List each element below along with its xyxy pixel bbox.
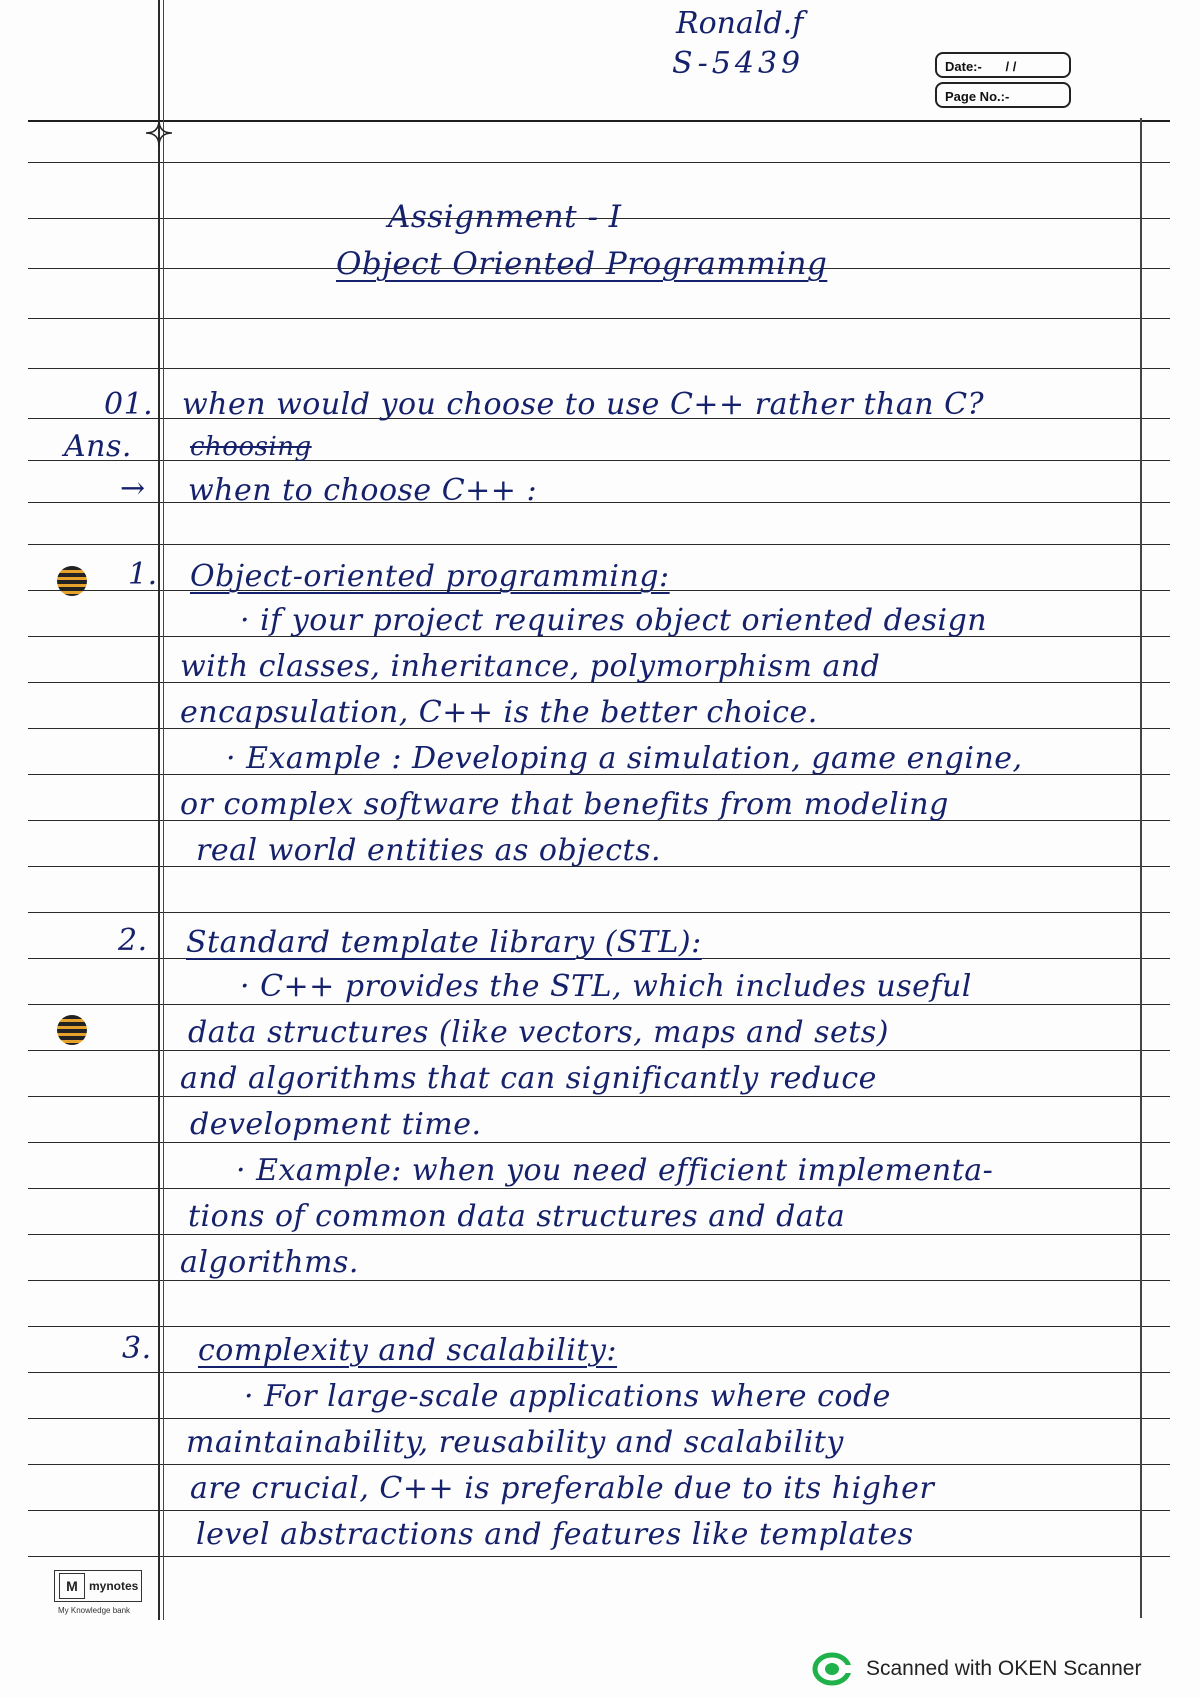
date-box xyxy=(935,52,1071,78)
text-line: and algorithms that can significantly reduce xyxy=(180,1061,877,1096)
text-line: development time. xyxy=(190,1107,482,1142)
ruled-line xyxy=(28,544,1170,545)
text-line: level abstractions and features like templates xyxy=(196,1517,914,1552)
text-line: data structures (like vectors, maps and sets) xyxy=(188,1015,889,1050)
top-rule xyxy=(28,120,1170,122)
margin-line xyxy=(158,0,160,1620)
text-line: encapsulation, C++ is the better choice. xyxy=(180,695,818,730)
ruled-line xyxy=(28,1510,1170,1511)
section-heading: Standard template library (STL): xyxy=(186,925,702,960)
text-line: tions of common data structures and data xyxy=(188,1199,846,1234)
section-heading: Object-oriented programming: xyxy=(190,559,670,594)
student-code: S-5439 xyxy=(672,46,805,81)
page-no-box xyxy=(935,82,1071,108)
ruled-line xyxy=(28,1418,1170,1419)
struck-word: choosing xyxy=(190,432,312,462)
ruled-line xyxy=(28,1556,1170,1557)
text-line: real world entities as objects. xyxy=(196,833,662,868)
text-line: · Example : Developing a simulation, game engine, xyxy=(226,741,1023,776)
page-no-label: Page No.:- xyxy=(945,89,1010,104)
ruled-line xyxy=(28,162,1170,163)
arrow-icon: → xyxy=(120,471,146,506)
text-line: or complex software that benefits from modeling xyxy=(180,787,949,822)
student-name: Ronald.f xyxy=(676,6,804,41)
ruled-line xyxy=(28,368,1170,369)
date-label: Date:- xyxy=(945,59,982,74)
ruled-line xyxy=(28,1280,1170,1281)
text-line: · if your project requires object oriented design xyxy=(240,603,988,638)
ruled-line xyxy=(28,1142,1170,1143)
mynotes-logo xyxy=(54,1570,142,1602)
logo-mark-icon: M xyxy=(59,1573,85,1599)
section-number: 1. xyxy=(128,557,158,592)
ruled-line xyxy=(28,1464,1170,1465)
logo-tagline: My Knowledge bank xyxy=(58,1606,131,1615)
subject-title: Object Oriented Programming xyxy=(336,246,828,282)
binder-hole-icon xyxy=(57,566,87,596)
ruled-line xyxy=(28,1372,1170,1373)
text-line: · C++ provides the STL, which includes useful xyxy=(240,969,972,1004)
scanner-text: Scanned with OKEN Scanner xyxy=(866,1657,1142,1680)
ruled-line xyxy=(28,1234,1170,1235)
margin-line-inner xyxy=(163,0,164,1620)
question-text: when would you choose to use C++ rather than C? xyxy=(182,387,985,422)
date-value: / / xyxy=(1005,59,1017,74)
scanner-watermark xyxy=(812,1652,1141,1686)
text-line: · For large-scale applications where code xyxy=(244,1379,891,1414)
ruled-line xyxy=(28,912,1170,913)
section-number: 3. xyxy=(122,1331,152,1366)
scanner-logo-icon xyxy=(812,1652,852,1686)
ruled-line xyxy=(28,318,1170,319)
section-heading: complexity and scalability: xyxy=(198,1333,618,1368)
text-line: with classes, inheritance, polymorphism and xyxy=(180,649,881,684)
question-number: 01. xyxy=(104,387,154,422)
ruled-line xyxy=(28,1096,1170,1097)
ruled-line xyxy=(28,1004,1170,1005)
answer-intro: when to choose C++ : xyxy=(188,473,538,508)
ruled-line xyxy=(28,1188,1170,1189)
text-line: are crucial, C++ is preferable due to its higher xyxy=(190,1471,935,1506)
logo-text: mynotes xyxy=(89,1579,139,1593)
corner-ornament-icon xyxy=(144,118,174,148)
text-line: algorithms. xyxy=(180,1245,359,1280)
answer-label: Ans. xyxy=(64,429,132,464)
section-number: 2. xyxy=(118,923,148,958)
ruled-line xyxy=(28,1326,1170,1327)
right-margin-line xyxy=(1140,118,1142,1618)
assignment-title: Assignment - I xyxy=(388,199,622,235)
text-line: · Example: when you need efficient implementa- xyxy=(236,1153,994,1188)
text-line: maintainability, reusability and scalability xyxy=(186,1425,844,1460)
ruled-line xyxy=(28,1050,1170,1051)
binder-hole-icon xyxy=(57,1015,87,1045)
